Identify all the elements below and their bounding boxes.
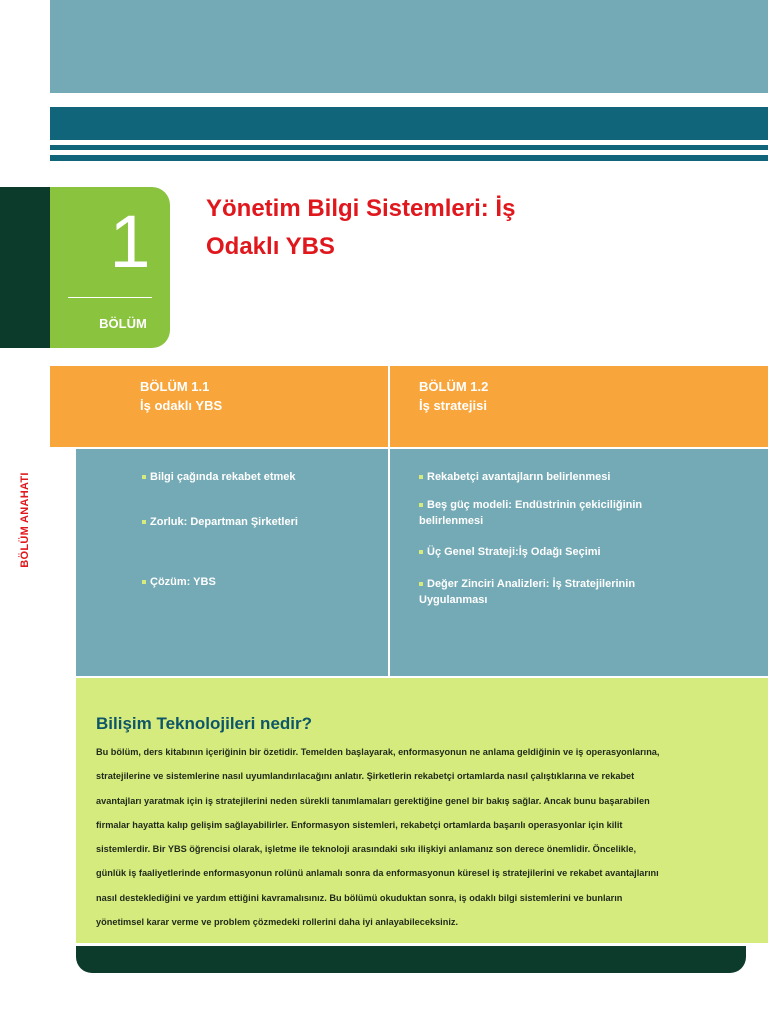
- section-name: İş stratejisi: [419, 398, 487, 413]
- header-dark-band: [50, 107, 768, 140]
- section-body-1-1: [76, 449, 388, 676]
- chapter-title: Yönetim Bilgi Sistemleri: İş Odaklı YBS: [206, 195, 516, 260]
- chapter-side-bar: [0, 187, 50, 348]
- section-header-1-2: [390, 366, 768, 447]
- outline-item-text: Üç Genel Strateji:İş Odağı Seçimi: [427, 546, 601, 558]
- outline-item: [142, 574, 372, 590]
- bullet-icon: [419, 503, 423, 507]
- outline-item-text: Bilgi çağında rekabet etmek: [150, 471, 296, 483]
- section-number: BÖLÜM 1.2: [419, 379, 489, 394]
- bullet-icon: [142, 520, 146, 524]
- section-header-1-1: [50, 366, 388, 447]
- outline-item-text: Beş güç modeli: Endüstrinin çekiciliğinin belirlenmesi: [419, 499, 643, 527]
- bullet-icon: [419, 582, 423, 586]
- outline-item: [419, 469, 659, 485]
- outline-item-text: Rekabetçi avantajların belirlenmesi: [427, 471, 611, 483]
- intro-heading: Bilişim Teknolojileri nedir?: [96, 714, 313, 733]
- outline-item-text: Zorluk: Departman Şirketleri: [150, 516, 298, 528]
- chapter-badge-rule: [68, 297, 152, 298]
- bullet-icon: [142, 475, 146, 479]
- outline-item-text: Değer Zinciri Analizleri: İş Stratejilerinin Uygulanması: [419, 578, 636, 606]
- outline-item: [142, 514, 372, 530]
- header-divider-line: [50, 155, 768, 161]
- outline-item-text: Çözüm: YBS: [150, 576, 216, 588]
- section-name: İş odaklı YBS: [140, 398, 223, 413]
- outline-item: [419, 576, 659, 608]
- bullet-icon: [419, 550, 423, 554]
- header-band: [50, 0, 768, 93]
- outline-item: [419, 544, 659, 560]
- chapter-label: BÖLÜM: [99, 316, 147, 331]
- chapter-number: 1: [109, 200, 151, 283]
- section-number: BÖLÜM 1.1: [140, 379, 210, 394]
- header-divider-line: [50, 145, 768, 150]
- bullet-icon: [142, 580, 146, 584]
- footer-bar: [76, 946, 746, 973]
- section-body-1-2: [390, 449, 768, 676]
- outline-item: [142, 469, 372, 485]
- intro-paragraph: Bu bölüm, ders kitabının içeriğinin bir özetidir. Temelden başlayarak, enformasyonun ne anlama geldiğinin ve iş operasyonlarına, stratejilerine ve sistemlerine nasıl uyumlandırılacağını anlatır. Şirketlerin rekabetçi ortamlarda nasıl çalıştıklarına ve rekabet avantajları yaratmak için iş stratejilerini neden sürekli tanımlamaları gerektiğine genel bir bakış sağlar. Ancak bunu başarabilen firmalar hayatta kalıp gelişim sağlayabilirler. Enformasyon sistemleri, rekabetçi ortamlarda başarılı operasyonlar için kilit sistemlerdir. Bir YBS öğrencisi olarak, işletme ile teknoloji arasındaki sıkı ilişkiyi anlamanız son derece önemlidir. Öncelikle, günlük iş faaliyetlerinde enformasyonun rolünü anlamalı sonra da enformasyonun küresel iş stratejilerini ve rekabet avantajlarını nasıl desteklediğini ve yardım ettiğini kavramalısınız. Bu bölümü okuduktan sonra, iş odaklı bilgi sistemlerini ve bunların yönetimsel karar verme ve problem çözmedeki rollerini daha iyi anlayabileceksiniz.: [96, 747, 660, 928]
- outline-side-label-text: BÖLÜM ANAHATI: [19, 472, 31, 568]
- bullet-icon: [419, 475, 423, 479]
- outline-item: [419, 497, 659, 529]
